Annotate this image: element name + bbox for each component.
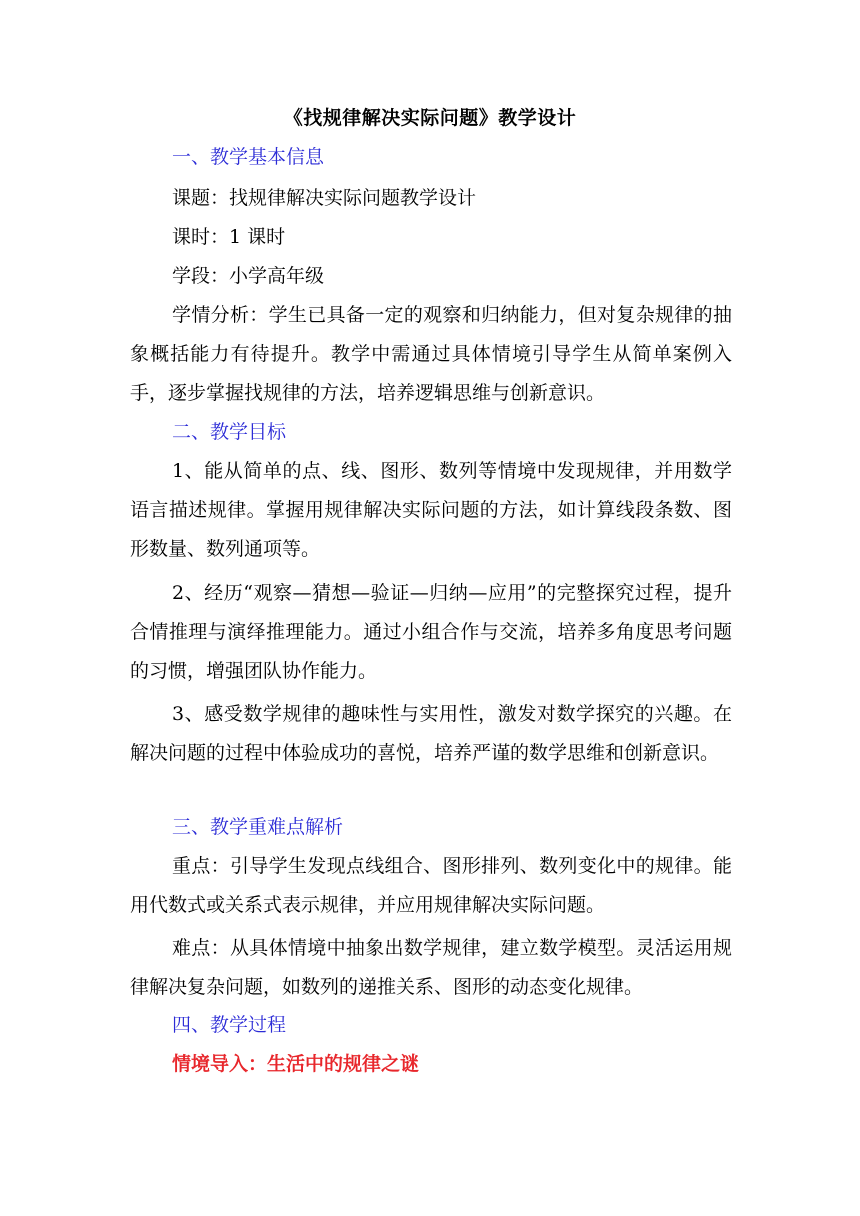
stage-line: 学段：小学高年级 bbox=[172, 265, 325, 287]
goal-paragraph-2: 2、经历“观察—猜想—验证—归纳—应用”的完整探究过程，提升合情推理与演绎推理能力。通过小组合作与交流，培养多角度思考问题的习惯，增强团队协作能力。 bbox=[130, 582, 732, 682]
goal-paragraph-3: 3、感受数学规律的趣味性与实用性，激发对数学探究的兴趣。在解决问题的过程中体验成功的喜悦，培养严谨的数学思维和创新意识。 bbox=[130, 703, 732, 764]
section-heading-basic-info: 一、教学基本信息 bbox=[172, 146, 325, 168]
scene-intro-subheading: 情境导入：生活中的规律之谜 bbox=[172, 1053, 420, 1075]
section-heading-process: 四、教学过程 bbox=[172, 1014, 287, 1036]
difficulty-paragraph: 难点：从具体情境中抽象出数学规律，建立数学模型。灵活运用规律解决复杂问题，如数列的递推关系、图形的动态变化规律。 bbox=[130, 937, 732, 998]
goal-paragraph-1: 1、能从简单的点、线、图形、数列等情境中发现规律，并用数学语言描述规律。掌握用规律解决实际问题的方法，如计算线段条数、图形数量、数列通项等。 bbox=[130, 460, 732, 560]
topic-line: 课题：找规律解决实际问题教学设计 bbox=[172, 187, 477, 209]
section-heading-key-points: 三、教学重难点解析 bbox=[172, 816, 344, 838]
hours-line: 课时：1 课时 bbox=[172, 226, 286, 248]
student-analysis-paragraph: 学情分析：学生已具备一定的观察和归纳能力，但对复杂规律的抽象概括能力有待提升。教学中需通过具体情境引导学生从简单案例入手，逐步掌握找规律的方法，培养逻辑思维与创新意识。 bbox=[130, 304, 732, 404]
document-title: 《找规律解决实际问题》教学设计 bbox=[283, 107, 577, 129]
key-point-paragraph: 重点：引导学生发现点线组合、图形排列、数列变化中的规律。能用代数式或关系式表示规律，并应用规律解决实际问题。 bbox=[130, 855, 732, 916]
section-heading-goals: 二、教学目标 bbox=[172, 421, 287, 443]
